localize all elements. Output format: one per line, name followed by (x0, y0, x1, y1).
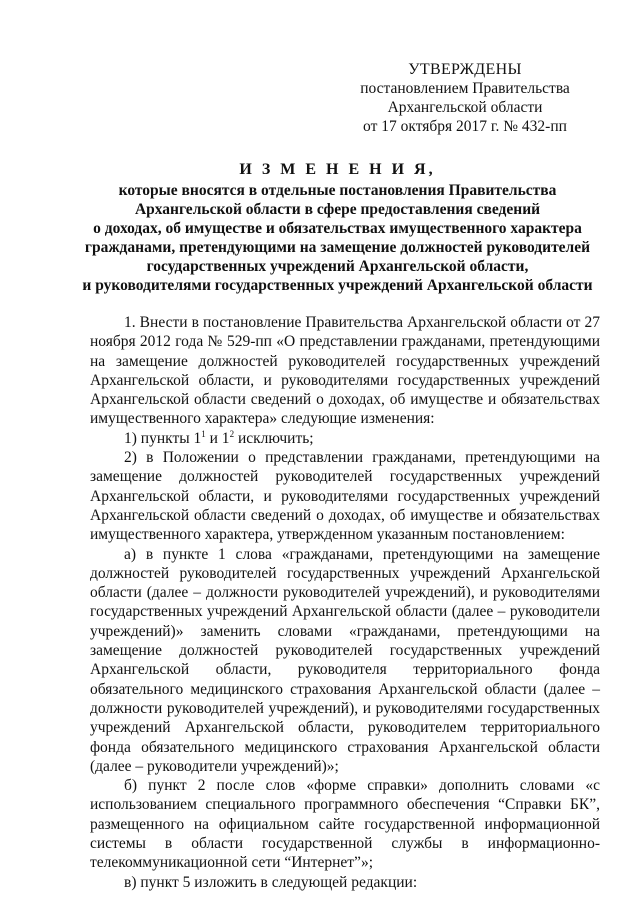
paragraph-5: б) пункт 2 после слов «форме справки» дополнить словами «с использованием специального программного обеспечения “Справки БК”, размещенного на официальном сайте государственной информационной системы в области государственной службы в информационно-телекоммуникационной сети “Интернет”»; (90, 777, 600, 872)
approved-line-1: постановлением Правительства (360, 80, 570, 97)
title-line-1: которые вносятся в отдельные постановления Правительства (118, 182, 557, 199)
p2-text-c: исключить; (234, 429, 314, 447)
p2-sup-1: 1 (201, 428, 206, 439)
paragraph-6: в) пункт 5 изложить в следующей редакции: (124, 873, 418, 891)
approved-line-2: Архангельской области (387, 99, 543, 116)
title-line-2: Архангельской области в сфере предоставления сведений (134, 201, 541, 218)
p2-sup-2: 2 (229, 428, 235, 439)
title-line-5: государственных учреждений Архангельской области, (146, 258, 529, 275)
approved-title: УТВЕРЖДЕНЫ (408, 61, 522, 78)
p2-text-b: и 1 (205, 429, 230, 447)
document-body (90, 313, 600, 892)
title-line-6: и руководителями государственных учреждений Архангельской области (82, 277, 593, 294)
document-title (80, 160, 595, 295)
paragraph-2 (90, 429, 600, 448)
p2-text-a: 1) пункты 1 (124, 429, 202, 447)
approved-line-3: от 17 октября 2017 г. № 432-пп (363, 118, 567, 135)
paragraph-3: 2) в Положении о представлении гражданами, претендующими на замещение должностей руководителей государственных учреждений Архангельской области, и руководителями государственных учреждений Архангельской области сведений о доходах, об имуществе и обязательствах имущественного характера, утвержденном указанным постановлением: (90, 449, 600, 544)
title-line-3: о доходах, об имуществе и обязательствах имущественного характера (93, 220, 582, 237)
paragraph-4: а) в пункте 1 слова «гражданами, претендующими на замещение должностей руководителей государственных учреждений Архангельской области (далее – должности руководителей учреждений), и руководителями государственных учреждений Архангельской области (далее – руководители учреждений)» заменить словами «гражданами, претендующими на замещение должностей руководителей государственных учреждений Архангельской области, руководителя территориального фонда обязательного медицинского страхования Архангельской области (далее – должности руководителей учреждений), и руководителями государственных учреждений Архангельской области, руководителем территориального фонда обязательного медицинского страхования Архангельской области (далее – руководители учреждений)»; (90, 545, 600, 775)
paragraph-1: 1. Внести в постановление Правительства Архангельской области от 27 ноября 2012 года № 529-пп «О представлении гражданами, претендующими на замещение должностей руководителей государственных учреждений Архангельской области, и руководителями государственных учреждений Архангельской области сведений о доходах, об имуществе и обязательствах имущественного характера» следующие изменения: (90, 314, 600, 428)
title-line-4: гражданами, претендующими на замещение должностей руководителей (84, 239, 591, 256)
approval-stamp (350, 60, 580, 136)
title-heading: И З М Е Н Е Н И Я, (239, 161, 436, 178)
